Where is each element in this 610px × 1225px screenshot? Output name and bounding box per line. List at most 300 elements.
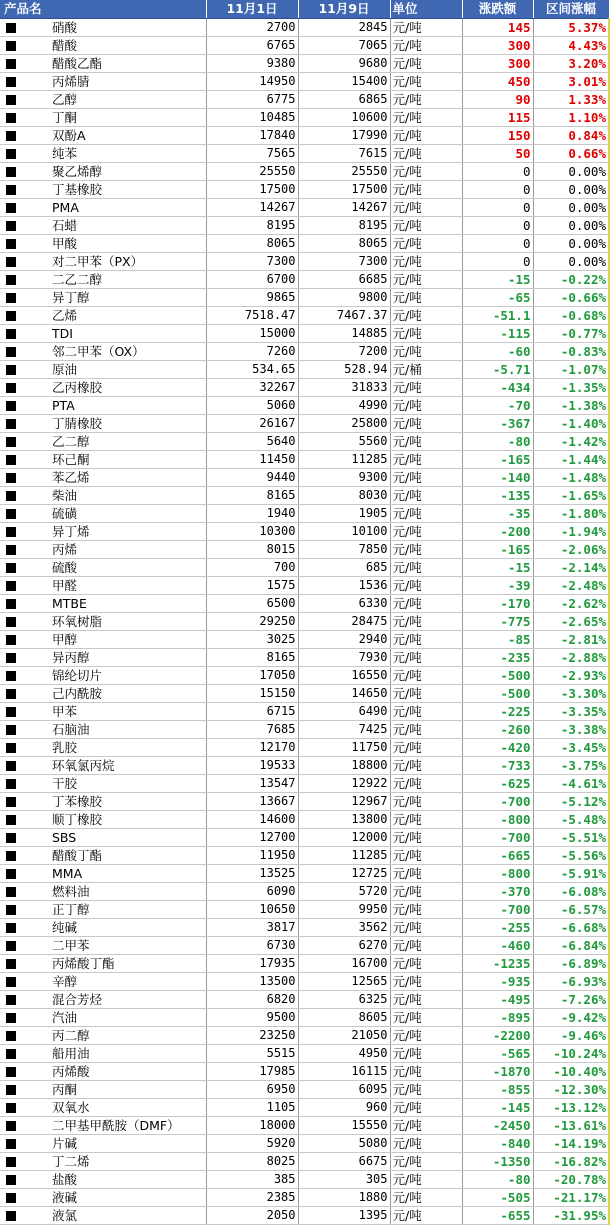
product-name-cell [0, 414, 206, 432]
unit-cell: 元/吨 [390, 756, 462, 774]
product-name-cell [0, 144, 206, 162]
product-name-cell [0, 1080, 206, 1098]
product-name-cell [0, 702, 206, 720]
price-date-2-cell: 1536 [298, 576, 390, 594]
table-row [0, 126, 609, 144]
table-body [0, 18, 609, 1224]
price-date-1-cell: 1940 [206, 504, 298, 522]
price-date-1-cell: 1105 [206, 1098, 298, 1116]
change-percent-cell: -2.06% [533, 540, 609, 558]
change-percent-cell: -0.68% [533, 306, 609, 324]
product-name: 双氧水 [52, 1099, 90, 1115]
change-percent-cell: -6.08% [533, 882, 609, 900]
change-amount-cell: 150 [462, 126, 533, 144]
product-name: 丙二醇 [52, 1027, 90, 1043]
square-bullet-icon [6, 959, 16, 969]
change-percent-cell: -5.91% [533, 864, 609, 882]
product-name: PTA [52, 397, 75, 413]
unit-cell: 元/吨 [390, 900, 462, 918]
change-amount-cell: -85 [462, 630, 533, 648]
unit-cell: 元/吨 [390, 198, 462, 216]
square-bullet-icon [6, 1121, 16, 1131]
product-name: 纯碱 [52, 919, 78, 935]
table-row [0, 144, 609, 162]
price-date-1-cell: 5060 [206, 396, 298, 414]
price-date-2-cell: 4990 [298, 396, 390, 414]
square-bullet-icon [6, 1139, 16, 1149]
change-percent-cell: -2.88% [533, 648, 609, 666]
change-amount-cell: -225 [462, 702, 533, 720]
product-name: 异丁烯 [52, 523, 90, 539]
product-name-cell [0, 1062, 206, 1080]
price-date-2-cell: 6095 [298, 1080, 390, 1098]
change-amount-cell: -39 [462, 576, 533, 594]
unit-cell: 元/吨 [390, 648, 462, 666]
unit-cell: 元/桶 [390, 360, 462, 378]
price-date-2-cell: 12000 [298, 828, 390, 846]
unit-cell: 元/吨 [390, 306, 462, 324]
change-amount-cell: 300 [462, 54, 533, 72]
product-name-cell [0, 180, 206, 198]
change-amount-cell: -2200 [462, 1026, 533, 1044]
table-row [0, 954, 609, 972]
price-date-1-cell: 2700 [206, 18, 298, 36]
square-bullet-icon [6, 167, 16, 177]
product-name: 甲苯 [52, 703, 78, 719]
price-date-1-cell: 5920 [206, 1134, 298, 1152]
price-date-1-cell: 13667 [206, 792, 298, 810]
price-date-1-cell: 8015 [206, 540, 298, 558]
product-name: 醋酸 [52, 37, 78, 53]
product-name-cell [0, 612, 206, 630]
square-bullet-icon [6, 77, 16, 87]
unit-cell: 元/吨 [390, 54, 462, 72]
change-amount-cell: 145 [462, 18, 533, 36]
price-date-2-cell: 12922 [298, 774, 390, 792]
product-name: 丙烯 [52, 541, 78, 557]
table-row [0, 612, 609, 630]
unit-cell: 元/吨 [390, 1134, 462, 1152]
price-date-2-cell: 5080 [298, 1134, 390, 1152]
product-name-cell [0, 666, 206, 684]
unit-cell: 元/吨 [390, 432, 462, 450]
table-row [0, 1008, 609, 1026]
product-name: 辛醇 [52, 973, 78, 989]
change-percent-cell: -9.46% [533, 1026, 609, 1044]
change-percent-cell: -1.48% [533, 468, 609, 486]
square-bullet-icon [6, 149, 16, 159]
price-date-1-cell: 3025 [206, 630, 298, 648]
product-name: 二甲基甲酰胺（DMF） [52, 1117, 180, 1133]
unit-cell: 元/吨 [390, 936, 462, 954]
price-date-2-cell: 8605 [298, 1008, 390, 1026]
unit-cell: 元/吨 [390, 36, 462, 54]
unit-cell: 元/吨 [390, 216, 462, 234]
change-amount-cell: 0 [462, 252, 533, 270]
unit-cell: 元/吨 [390, 468, 462, 486]
price-date-1-cell: 17840 [206, 126, 298, 144]
table-row [0, 810, 609, 828]
product-name: 甲醇 [52, 631, 78, 647]
product-name: 锦纶切片 [52, 667, 103, 683]
table-row [0, 162, 609, 180]
product-name-cell [0, 774, 206, 792]
change-percent-cell: -2.65% [533, 612, 609, 630]
change-percent-cell: -1.35% [533, 378, 609, 396]
square-bullet-icon [6, 995, 16, 1005]
price-date-1-cell: 6765 [206, 36, 298, 54]
unit-cell: 元/吨 [390, 1062, 462, 1080]
square-bullet-icon [6, 653, 16, 663]
price-date-1-cell: 13547 [206, 774, 298, 792]
square-bullet-icon [6, 311, 16, 321]
table-row [0, 1188, 609, 1206]
price-date-2-cell: 25550 [298, 162, 390, 180]
product-name: 甲醛 [52, 577, 78, 593]
change-percent-cell: -13.61% [533, 1116, 609, 1134]
square-bullet-icon [6, 1031, 16, 1041]
square-bullet-icon [6, 419, 16, 429]
unit-cell: 元/吨 [390, 1098, 462, 1116]
change-amount-cell: -1870 [462, 1062, 533, 1080]
product-name: 丙烯酸 [52, 1063, 90, 1079]
table-row [0, 1134, 609, 1152]
change-percent-cell: 1.33% [533, 90, 609, 108]
square-bullet-icon [6, 581, 16, 591]
price-date-2-cell: 7200 [298, 342, 390, 360]
change-percent-cell: 4.43% [533, 36, 609, 54]
table-row [0, 864, 609, 882]
price-date-1-cell: 15150 [206, 684, 298, 702]
change-percent-cell: 0.00% [533, 252, 609, 270]
change-amount-cell: -500 [462, 684, 533, 702]
change-amount-cell: -434 [462, 378, 533, 396]
price-date-2-cell: 10100 [298, 522, 390, 540]
price-date-2-cell: 685 [298, 558, 390, 576]
product-name: 硫酸 [52, 559, 78, 575]
change-amount-cell: 0 [462, 198, 533, 216]
price-date-1-cell: 7685 [206, 720, 298, 738]
price-date-2-cell: 3562 [298, 918, 390, 936]
product-name-cell [0, 540, 206, 558]
price-date-2-cell: 21050 [298, 1026, 390, 1044]
product-name-cell [0, 252, 206, 270]
table-row [0, 702, 609, 720]
price-date-2-cell: 6685 [298, 270, 390, 288]
change-percent-cell: 3.20% [533, 54, 609, 72]
unit-cell: 元/吨 [390, 162, 462, 180]
unit-cell: 元/吨 [390, 522, 462, 540]
product-name-cell [0, 1170, 206, 1188]
change-amount-cell: -115 [462, 324, 533, 342]
product-name-cell [0, 198, 206, 216]
change-amount-cell: -775 [462, 612, 533, 630]
product-name-cell [0, 954, 206, 972]
price-date-2-cell: 8065 [298, 234, 390, 252]
product-name-cell [0, 324, 206, 342]
square-bullet-icon [6, 509, 16, 519]
change-percent-cell: 0.66% [533, 144, 609, 162]
price-date-1-cell: 14267 [206, 198, 298, 216]
unit-cell: 元/吨 [390, 270, 462, 288]
price-date-2-cell: 7930 [298, 648, 390, 666]
price-date-2-cell: 6490 [298, 702, 390, 720]
change-percent-cell: -2.81% [533, 630, 609, 648]
square-bullet-icon [6, 1211, 16, 1221]
square-bullet-icon [6, 113, 16, 123]
price-date-2-cell: 11285 [298, 450, 390, 468]
table-row [0, 450, 609, 468]
unit-cell: 元/吨 [390, 810, 462, 828]
change-percent-cell: -1.07% [533, 360, 609, 378]
table-row [0, 108, 609, 126]
square-bullet-icon [6, 59, 16, 69]
unit-cell: 元/吨 [390, 1170, 462, 1188]
price-date-2-cell: 15400 [298, 72, 390, 90]
price-date-2-cell: 11750 [298, 738, 390, 756]
product-name: 燃料油 [52, 883, 90, 899]
product-name: 聚乙烯醇 [52, 163, 103, 179]
change-percent-cell: 0.00% [533, 198, 609, 216]
product-name: 干胶 [52, 775, 78, 791]
table-row [0, 558, 609, 576]
price-date-2-cell: 5560 [298, 432, 390, 450]
price-date-2-cell: 9800 [298, 288, 390, 306]
product-name-cell [0, 504, 206, 522]
price-date-1-cell: 8165 [206, 648, 298, 666]
table-row [0, 1170, 609, 1188]
product-name-cell [0, 378, 206, 396]
product-name: 丁腈橡胶 [52, 415, 103, 431]
product-name-cell [0, 1026, 206, 1044]
product-name-cell [0, 486, 206, 504]
price-date-2-cell: 17990 [298, 126, 390, 144]
change-amount-cell: -5.71 [462, 360, 533, 378]
product-name: 环氧树脂 [52, 613, 103, 629]
unit-cell: 元/吨 [390, 1206, 462, 1224]
table-row [0, 234, 609, 252]
price-date-1-cell: 17935 [206, 954, 298, 972]
change-amount-cell: -935 [462, 972, 533, 990]
price-date-1-cell: 25550 [206, 162, 298, 180]
product-name-cell [0, 216, 206, 234]
change-amount-cell: 0 [462, 180, 533, 198]
price-date-2-cell: 28475 [298, 612, 390, 630]
price-date-2-cell: 7425 [298, 720, 390, 738]
change-percent-cell: -10.40% [533, 1062, 609, 1080]
price-date-1-cell: 9440 [206, 468, 298, 486]
change-amount-cell: 0 [462, 234, 533, 252]
product-name-cell [0, 468, 206, 486]
product-name: 二甲苯 [52, 937, 90, 953]
square-bullet-icon [6, 545, 16, 555]
square-bullet-icon [6, 473, 16, 483]
price-date-1-cell: 5515 [206, 1044, 298, 1062]
product-name-cell [0, 918, 206, 936]
product-name: 双酚A [52, 127, 86, 143]
price-date-1-cell: 17985 [206, 1062, 298, 1080]
unit-cell: 元/吨 [390, 450, 462, 468]
price-date-1-cell: 6820 [206, 990, 298, 1008]
change-percent-cell: -3.30% [533, 684, 609, 702]
change-amount-cell: 0 [462, 216, 533, 234]
unit-cell: 元/吨 [390, 1152, 462, 1170]
unit-cell: 元/吨 [390, 576, 462, 594]
square-bullet-icon [6, 635, 16, 645]
product-name: 混合芳烃 [52, 991, 103, 1007]
product-name: 液碱 [52, 1189, 78, 1205]
table-row [0, 504, 609, 522]
square-bullet-icon [6, 797, 16, 807]
change-percent-cell: 0.84% [533, 126, 609, 144]
header-product-name: 产品名 [0, 0, 206, 18]
price-date-1-cell: 11450 [206, 450, 298, 468]
unit-cell: 元/吨 [390, 342, 462, 360]
price-date-1-cell: 11950 [206, 846, 298, 864]
product-name-cell [0, 1188, 206, 1206]
price-date-2-cell: 8195 [298, 216, 390, 234]
price-date-2-cell: 6330 [298, 594, 390, 612]
change-amount-cell: -800 [462, 864, 533, 882]
product-name-cell [0, 972, 206, 990]
table-row [0, 576, 609, 594]
unit-cell: 元/吨 [390, 792, 462, 810]
unit-cell: 元/吨 [390, 612, 462, 630]
change-amount-cell: -700 [462, 828, 533, 846]
unit-cell: 元/吨 [390, 864, 462, 882]
unit-cell: 元/吨 [390, 180, 462, 198]
table-row [0, 666, 609, 684]
square-bullet-icon [6, 887, 16, 897]
table-row [0, 378, 609, 396]
unit-cell: 元/吨 [390, 594, 462, 612]
product-name: 片碱 [52, 1135, 78, 1151]
price-date-1-cell: 7260 [206, 342, 298, 360]
change-percent-cell: -0.22% [533, 270, 609, 288]
square-bullet-icon [6, 239, 16, 249]
change-amount-cell: -145 [462, 1098, 533, 1116]
change-amount-cell: 90 [462, 90, 533, 108]
price-date-1-cell: 5640 [206, 432, 298, 450]
square-bullet-icon [6, 815, 16, 825]
square-bullet-icon [6, 1103, 16, 1113]
product-name: PMA [52, 199, 79, 215]
change-amount-cell: -35 [462, 504, 533, 522]
price-date-2-cell: 9950 [298, 900, 390, 918]
change-percent-cell: -6.68% [533, 918, 609, 936]
square-bullet-icon [6, 41, 16, 51]
price-date-2-cell: 2940 [298, 630, 390, 648]
change-percent-cell: -7.26% [533, 990, 609, 1008]
price-date-2-cell: 8030 [298, 486, 390, 504]
unit-cell: 元/吨 [390, 18, 462, 36]
product-name: 石脑油 [52, 721, 90, 737]
product-name: 丙酮 [52, 1081, 78, 1097]
product-name-cell [0, 54, 206, 72]
change-amount-cell: -1235 [462, 954, 533, 972]
product-name-cell [0, 342, 206, 360]
change-percent-cell: -3.75% [533, 756, 609, 774]
product-name: 异丙醇 [52, 649, 90, 665]
product-name: 船用油 [52, 1045, 90, 1061]
change-percent-cell: -20.78% [533, 1170, 609, 1188]
product-name: 异丁醇 [52, 289, 90, 305]
header-percent: 区间涨幅 [533, 0, 609, 18]
table-row [0, 1080, 609, 1098]
table-header [0, 0, 609, 18]
square-bullet-icon [6, 1067, 16, 1077]
price-date-2-cell: 1395 [298, 1206, 390, 1224]
unit-cell: 元/吨 [390, 1080, 462, 1098]
change-amount-cell: -80 [462, 432, 533, 450]
price-date-2-cell: 6865 [298, 90, 390, 108]
product-name-cell [0, 1152, 206, 1170]
price-date-2-cell: 9680 [298, 54, 390, 72]
price-date-1-cell: 6730 [206, 936, 298, 954]
price-date-2-cell: 7615 [298, 144, 390, 162]
change-percent-cell: -1.38% [533, 396, 609, 414]
change-amount-cell: -200 [462, 522, 533, 540]
table-row [0, 90, 609, 108]
square-bullet-icon [6, 365, 16, 375]
change-percent-cell: -5.56% [533, 846, 609, 864]
product-name: SBS [52, 829, 77, 845]
change-amount-cell: -2450 [462, 1116, 533, 1134]
unit-cell: 元/吨 [390, 234, 462, 252]
square-bullet-icon [6, 869, 16, 879]
square-bullet-icon [6, 761, 16, 771]
product-name-cell [0, 648, 206, 666]
change-amount-cell: -15 [462, 270, 533, 288]
product-name: 石蜡 [52, 217, 78, 233]
unit-cell: 元/吨 [390, 414, 462, 432]
price-date-1-cell: 6950 [206, 1080, 298, 1098]
product-name-cell [0, 234, 206, 252]
square-bullet-icon [6, 923, 16, 933]
change-amount-cell: -840 [462, 1134, 533, 1152]
product-name-cell [0, 126, 206, 144]
change-percent-cell: 0.00% [533, 216, 609, 234]
table-row [0, 72, 609, 90]
price-date-2-cell: 12967 [298, 792, 390, 810]
square-bullet-icon [6, 95, 16, 105]
product-name-cell [0, 90, 206, 108]
square-bullet-icon [6, 221, 16, 231]
product-name-cell [0, 36, 206, 54]
product-name-cell [0, 270, 206, 288]
change-percent-cell: 1.10% [533, 108, 609, 126]
unit-cell: 元/吨 [390, 630, 462, 648]
price-date-1-cell: 10485 [206, 108, 298, 126]
change-percent-cell: -9.42% [533, 1008, 609, 1026]
unit-cell: 元/吨 [390, 1044, 462, 1062]
table-row [0, 180, 609, 198]
table-row [0, 18, 609, 36]
price-date-1-cell: 2050 [206, 1206, 298, 1224]
product-name-cell [0, 1098, 206, 1116]
change-amount-cell: -655 [462, 1206, 533, 1224]
product-name: 液氯 [52, 1207, 78, 1223]
unit-cell: 元/吨 [390, 684, 462, 702]
change-percent-cell: -16.82% [533, 1152, 609, 1170]
square-bullet-icon [6, 671, 16, 681]
change-percent-cell: -0.66% [533, 288, 609, 306]
product-name-cell [0, 864, 206, 882]
product-name: 乙二醇 [52, 433, 90, 449]
unit-cell: 元/吨 [390, 252, 462, 270]
product-name: 柴油 [52, 487, 78, 503]
price-date-2-cell: 12725 [298, 864, 390, 882]
